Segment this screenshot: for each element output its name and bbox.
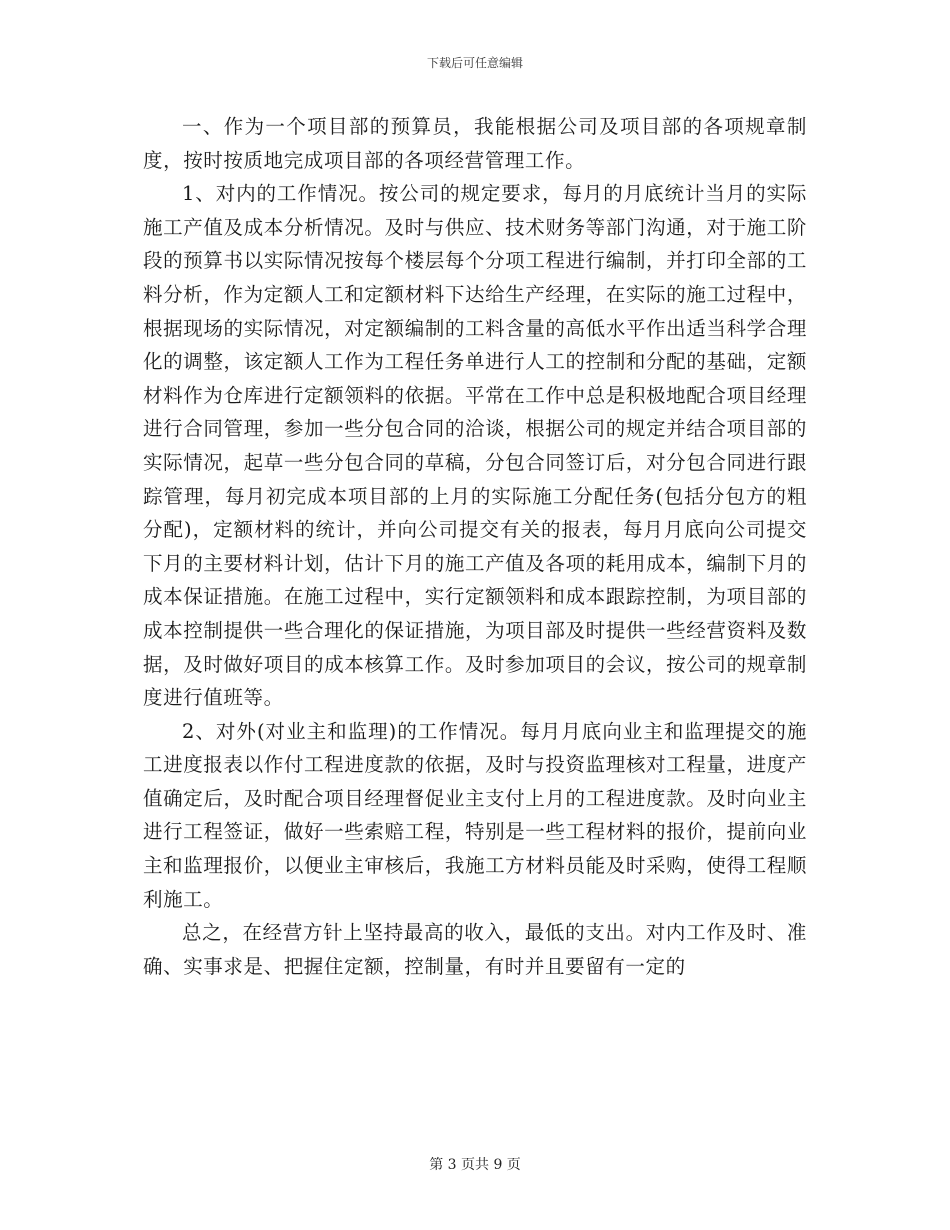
paragraph-external-work: 2、对外(对业主和监理)的工作情况。每月月底向业主和监理提交的施工进度报表以作付工程进度款的依据，及时与投资监理核对工程量，进度产值确定后，及时配合项目经理督促业主支付上月的工程进度款。及时向业主进行工程签证，做好一些索赔工程，特别是一些工程材料的报价，提前向业主和监理报价，以便业主审核后，我施工方材料员能及时采购，使得工程顺利施工。 [143, 719, 807, 911]
paragraph-section-one: 一、作为一个项目部的预算员，我能根据公司及项目部的各项规章制度，按时按质地完成项目部的各项经营管理工作。 [143, 115, 807, 172]
document-body [143, 110, 807, 983]
paragraph-summary: 总之，在经营方针上坚持最高的收入，最低的支出。对内工作及时、准确、实事求是、把握住定额，控制量，有时并且要留有一定的 [143, 921, 807, 978]
paragraph-internal-work: 1、对内的工作情况。按公司的规定要求，每月的月底统计当月的实际施工产值及成本分析情况。及时与供应、技术财务等部门沟通，对于施工阶段的预算书以实际情况按每个楼层每个分项工程进行编制，并打印全部的工料分析，作为定额人工和定额材料下达给生产经理，在实际的施工过程中，根据现场的实际情况，对定额编制的工料含量的高低水平作出适当科学合理化的调整，该定额人工作为工程任务单进行人工的控制和分配的基础，定额材料作为仓库进行定额领料的依据。平常在工作中总是积极地配合项目经理进行合同管理，参加一些分包合同的洽谈，根据公司的规定并结合项目部的实际情况，起草一些分包合同的草稿，分包合同签订后，对分包合同进行跟踪管理，每月初完成本项目部的上月的实际施工分配任务(包括分包方的粗分配)，定额材料的统计，并向公司提交有关的报表，每月月底向公司提交下月的主要材料计划，估计下月的施工产值及各项的耗用成本，编制下月的成本保证措施。在施工过程中，实行定额领料和成本跟踪控制，为项目部的成本控制提供一些合理化的保证措施，为项目部及时提供一些经营资料及数据，及时做好项目的成本核算工作。及时参加项目的会议，按公司的规章制度进行值班等。 [143, 182, 807, 710]
page-header: 下载后可任意编辑 [426, 56, 523, 70]
page-number: 第 3 页共 9 页 [429, 1157, 521, 1173]
